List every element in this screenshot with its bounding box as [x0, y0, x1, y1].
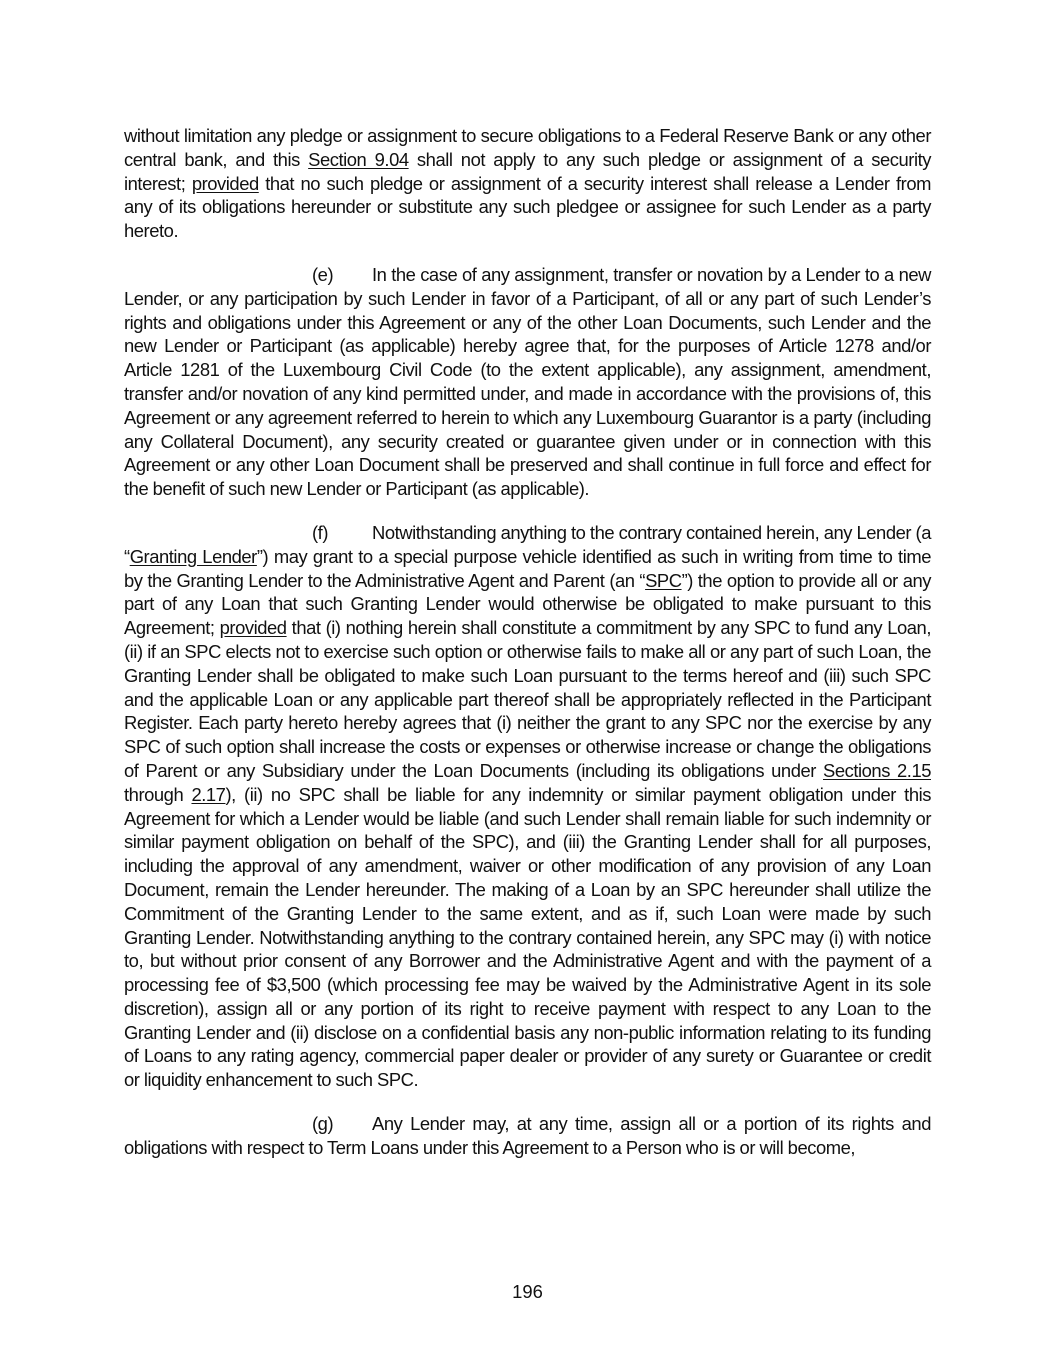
text-run: ), (ii) no SPC shall be liable for any indemnity or similar payment obligation under this Agreement for which a Lender would be liable (and such Lender shall remain liable for such indemnity or similar payment obligation on behalf of the SPC), and (iii) the Granting Lender shall for all purposes, including the approval of any amendment, waiver or other modification of any provision of any Loan Document, remain the Lender hereunder. The making of a Loan by an SPC hereunder shall utilize the Commitment of the Granting Lender to the same extent, and as if, such Loan were made by such Granting Lender. Notwithstanding anything to the contrary contained herein, any SPC may (i) with notice to, but without prior consent of any Borrower and the Administrative Agent and with the payment of a processing fee of $3,500 (which processing fee may be waived by the Administrative Agent in its sole discretion), assign all or any portion of its right to receive payment with respect to any Loan to the Granting Lender and (ii) disclose on a confidential basis any non-public information relating to its funding of Loans to any rating agency, commercial paper dealer or provider of any surety or Guarantee or credit or liquidity enhancement to such SPC.: [124, 783, 932, 1091]
text-run: shall not apply to any such pledge or assignment of a security interest;: [124, 148, 931, 194]
document-page: [124, 124, 931, 1180]
defined-term: provided: [219, 617, 287, 639]
clause-label: (e): [312, 263, 334, 285]
text-run: without limitation any pledge or assignment to secure obligations to a Federal Reserve Bank or any other central bank, and this: [124, 125, 931, 170]
defined-term: Section 9.04: [308, 148, 409, 170]
paragraph-e: [124, 263, 931, 501]
text-run: Any Lender may, at any time, assign all or a portion of its rights and obligations with respect to Term Loans under this Agreement to a Person who is or will become,: [124, 1113, 931, 1158]
clause-label: (f): [312, 521, 329, 543]
paragraph-f: [124, 521, 931, 1092]
paragraph-g: [124, 1112, 931, 1160]
defined-term: Sections 2.15: [823, 759, 931, 781]
text-run: that (i) nothing herein shall constitute a commitment by any SPC to fund any Loan, (ii) if an SPC elects not to exercise such option or otherwise fails to make all or any part of such Loan, the Granting Lender shall be obligated to make such Loan pursuant to the terms hereof and (iii) such SPC and the applicable Loan or any applicable part thereof shall be appropriately reflected in the Participant Register. Each party hereto hereby agrees that (i) neither the grant to any SPC nor the exercise by any SPC of such option shall increase the costs or expenses or otherwise increase or change the obligations of Parent or any Subsidiary under the Loan Documents (including its obligations under: [124, 617, 931, 781]
text-run: ”) the option to provide all or any part of any Loan that such Granting Lender would otherwise be obligated to make pursuant to this Agreement;: [124, 569, 931, 639]
defined-term: SPC: [645, 569, 682, 591]
text-run: In the case of any assignment, transfer or novation by a Lender to a new Lender, or any participation by such Lender in favor of a Participant, of all or any part of such Lender’s rights and obligations under this Agreement or any of the other Loan Documents, such Lender and the new Lender or Participant (as applicable) hereby agree that, for the purposes of Article 1278 and/or Article 1281 of the Luxembourg Civil Code (to the extent applicable), any assignment, amendment, transfer and/or novation of any kind permitted under, and made in accordance with the provisions of, this Agreement or any agreement referred to herein to which any Luxembourg Guarantor is a party (including any Collateral Document), any security created or guarantee given under or in connection with this Agreement or any other Loan Document shall be preserved and shall continue in full force and effect for the benefit of such new Lender or Participant (as applicable).: [124, 263, 931, 500]
clause-label: (g): [312, 1113, 334, 1135]
text-run: that no such pledge or assignment of a security interest shall release a Lender from any of its obligations hereunder or substitute any such pledgee or assignee for such Lender as a party hereto.: [124, 172, 931, 242]
defined-term: Granting Lender: [129, 545, 257, 567]
defined-term: 2.17: [191, 783, 226, 805]
page-number: 196: [512, 1281, 543, 1302]
text-run: through: [124, 783, 192, 805]
text-run: ”) may grant to a special purpose vehicle identified as such in writing from time to time by the Granting Lender to the Administrative Agent and Parent (an “: [124, 545, 931, 591]
paragraph-continuation: [124, 124, 931, 243]
text-run: Notwithstanding anything to the contrary contained herein, any Lender (a “: [124, 521, 931, 567]
defined-term: provided: [191, 172, 259, 194]
